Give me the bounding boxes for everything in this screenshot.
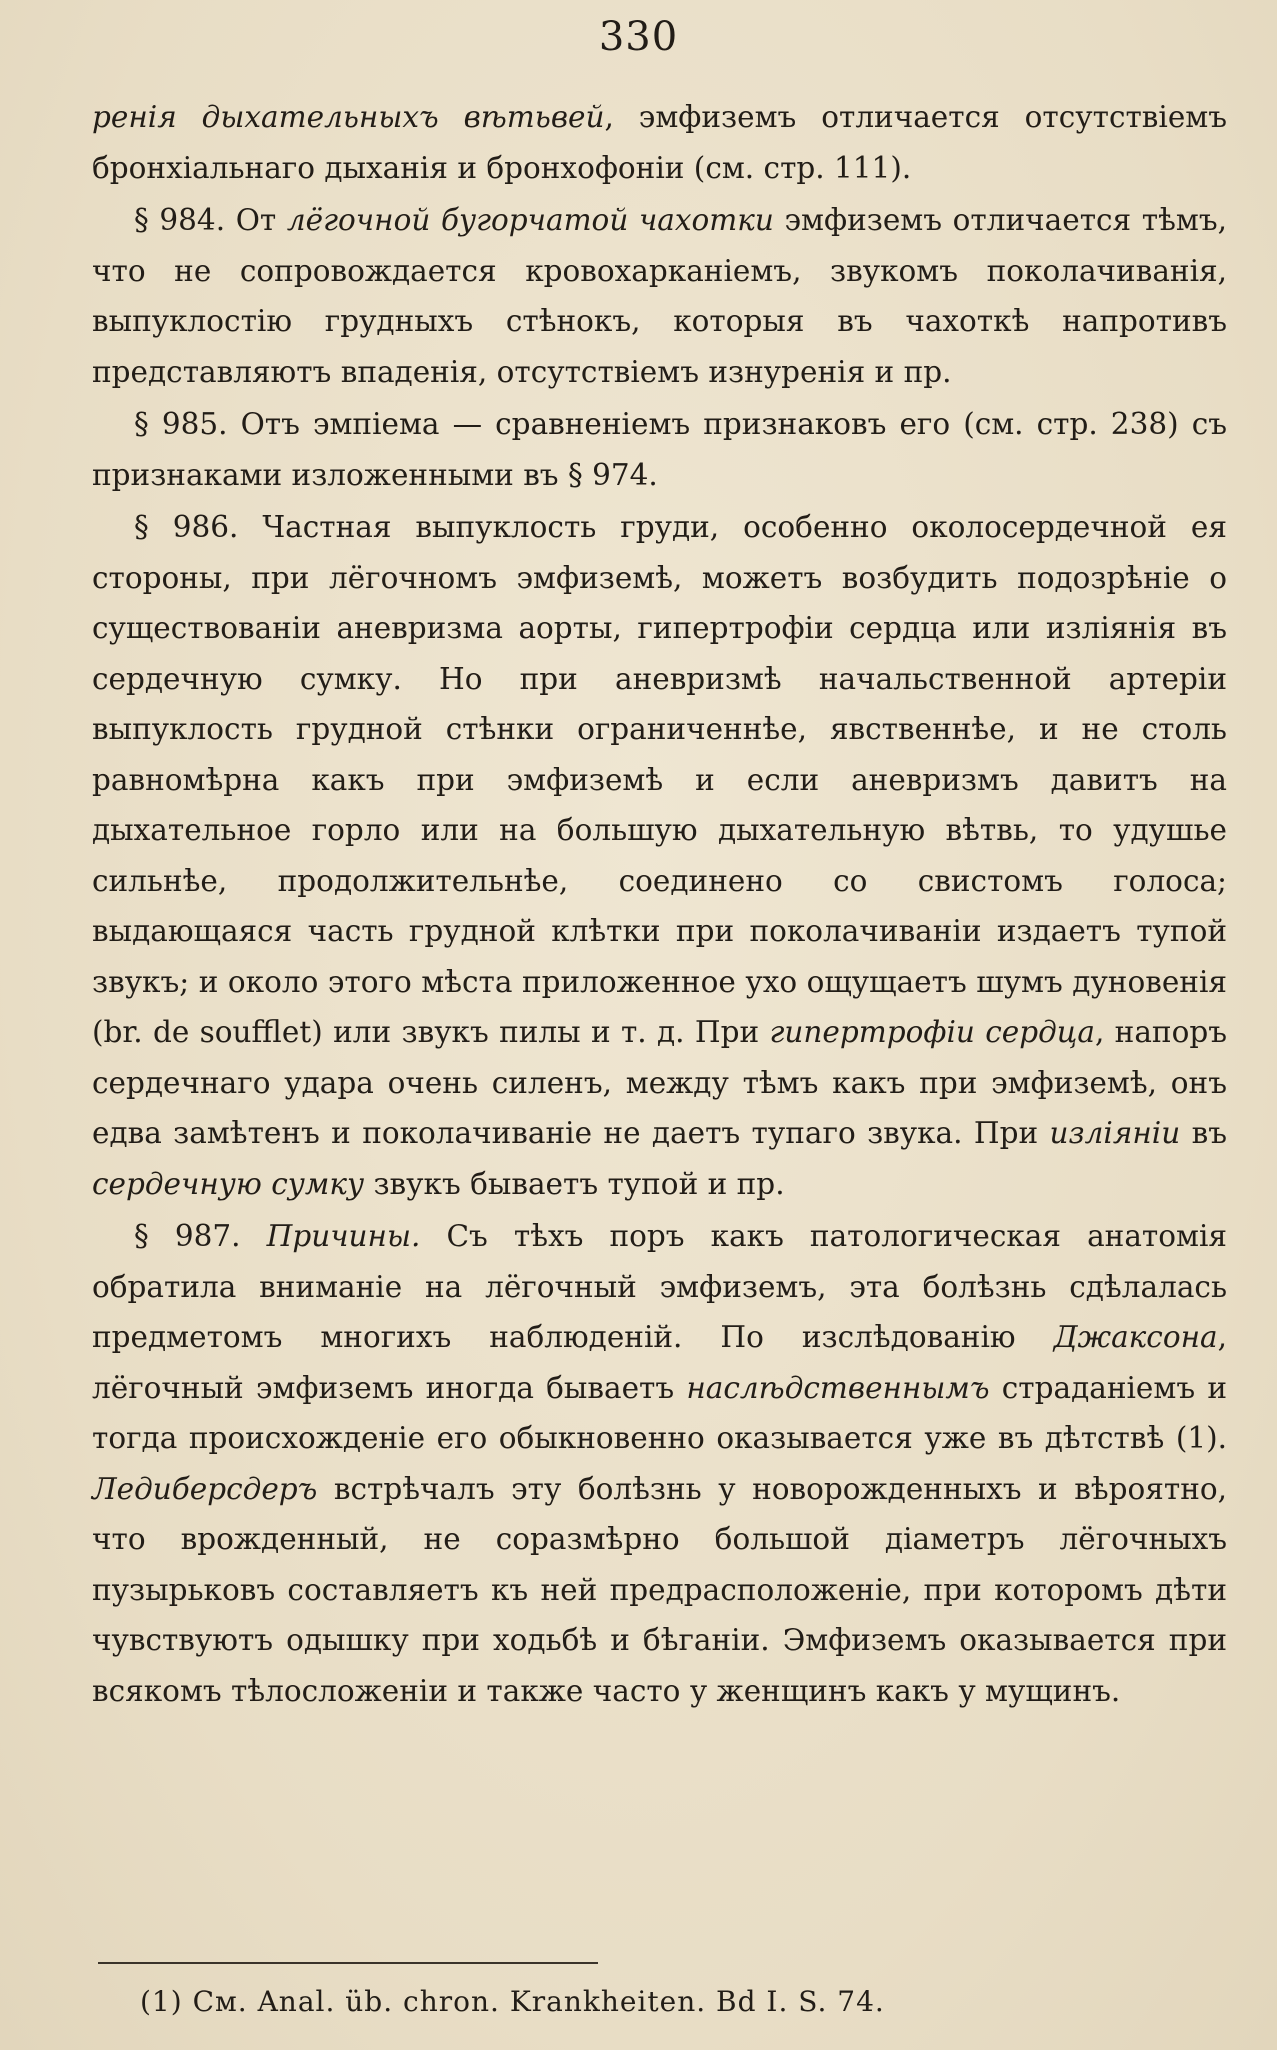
text-run: Джаксона (1053, 1320, 1218, 1354)
text-run: страданіемъ и тогда происхожденіе его обыкновенно оказывается уже въ дѣтствѣ (1). (92, 1370, 1227, 1455)
text-run: звукъ бываетъ тупой и пр. (364, 1166, 785, 1201)
text-run: наслѣдственнымъ (686, 1370, 990, 1405)
text-run: § 987. (134, 1219, 267, 1253)
text-run: эмфиземъ отличается тѣмъ, что не сопровождается кровохарканіемъ, звукомъ поколачиванія, выпуклостію грудныхъ стѣнокъ, которыя въ чахоткѣ напротивъ представляютъ впаденія, отсутствіемъ изнуренія и пр. (92, 203, 1227, 389)
text-run: , напоръ сердечнаго удара очень силенъ, между тѣмъ какъ при эмфиземѣ, онъ едва замѣтенъ и поколачиваніе не даетъ тупаго звука. При (92, 1015, 1227, 1150)
text-run: Съ тѣхъ поръ какъ патологическая анатомія обратила вниманіе на лёгочный эмфиземъ, эта болѣзнь сдѣлалась предметомъ многихъ наблюденій. По изслѣдованію (92, 1219, 1227, 1354)
text-run: § 985. Отъ эмпіема — сравненіемъ признаковъ его (см. стр. 238) съ признаками изложенными въ § 974. (92, 407, 1227, 492)
text-run: § 984. От (134, 203, 287, 237)
paragraph-section-985 (92, 399, 1227, 500)
footnote-divider (98, 1962, 598, 1964)
text-run: гипертрофіи сердца (769, 1015, 1095, 1049)
text-run: Причины. (266, 1219, 421, 1253)
body-text (92, 92, 1227, 1718)
paragraph-section-986 (92, 502, 1227, 1209)
text-run: изліяніи (1049, 1116, 1181, 1150)
text-run: встрѣчалъ эту болѣзнь у новорожденныхъ и вѣроятно, что врожденный, не соразмѣрно большой діаметръ лёгочныхъ пузырьковъ составляетъ къ ней предрасположеніе, при которомъ дѣти чувствуютъ одышку при ходьбѣ и бѣганіи. Эмфиземъ оказывается при всякомъ тѣлосложеніи и также часто у женщинъ какъ у мущинъ. (92, 1471, 1227, 1708)
text-run: сердечную сумку (92, 1166, 365, 1201)
text-run: , лёгочный эмфиземъ иногда бываетъ (92, 1320, 1227, 1405)
text-run: лёгочной бугорчатой чахотки (286, 203, 774, 237)
paragraph-section-987 (92, 1211, 1227, 1716)
footnote: (1) См. Anal. üb. chron. Krankheiten. Bd I. S. 74. (140, 1985, 885, 2018)
text-run: ренія дыхательныхъ вѣтьвей (92, 100, 605, 134)
page-number: 330 (598, 14, 679, 60)
text-run: въ (1180, 1116, 1227, 1150)
text-run: Ледиберсдеръ (92, 1471, 318, 1506)
paragraph-section-984 (92, 195, 1227, 397)
text-run: § 986. Частная выпуклость груди, особенно околосердечной ея стороны, при лёгочномъ эмфиземѣ, можетъ возбудить подозрѣніе о существованіи аневризма аорты, гипертрофіи сердца или изліянія въ сердечную сумку. Но при аневризмѣ начальственной артеріи выпуклость грудной стѣнки ограниченнѣе, явственнѣе, и не столь равномѣрна какъ при эмфиземѣ и если аневризмъ давитъ на дыхательное горло или на большую дыхательную вѣтвь, то удушье сильнѣе, продолжительнѣе, соединено со свистомъ голоса; выдающаяся часть грудной клѣтки при поколачиваніи издаетъ тупой звукъ; и около этого мѣста приложенное ухо ощущаетъ шумъ дуновенія (br. de soufflet) или звукъ пилы и т. д. При (92, 510, 1227, 1049)
text-run: , эмфиземъ отличается отсутствіемъ бронхіальнаго дыханія и бронхофоніи (см. стр. 111). (92, 100, 1228, 185)
paragraph-continuation (92, 92, 1227, 193)
